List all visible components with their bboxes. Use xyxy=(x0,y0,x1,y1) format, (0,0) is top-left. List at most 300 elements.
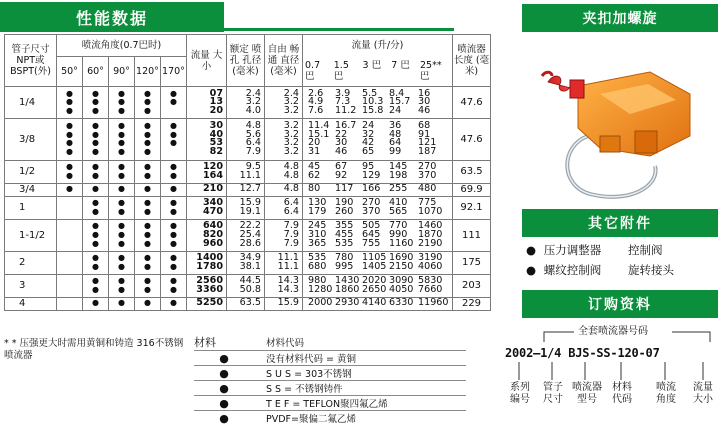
angle-available-dot-icon: ● xyxy=(118,240,125,249)
angle-dots-cell xyxy=(161,251,187,274)
angle-available-dot-icon: ● xyxy=(118,208,125,217)
flow-value: 260 xyxy=(335,208,357,217)
flow-values-row xyxy=(306,240,452,249)
angle-dots-cell xyxy=(83,297,109,310)
angle-dots-cell xyxy=(135,251,161,274)
header-free-passage: 自由 畅通 直径 (毫米) xyxy=(265,35,303,87)
ordering-title: 订购资料 xyxy=(588,294,652,314)
angle-available-dot-icon: ● xyxy=(118,122,125,131)
angle-available-dot-icon: ● xyxy=(170,139,177,148)
flow-value: 2000 xyxy=(308,299,330,308)
flow-size-cell xyxy=(187,160,227,183)
rated-orifice-cell xyxy=(227,183,265,196)
flow-size: 40 xyxy=(210,131,223,140)
angle-available-dot-icon: ● xyxy=(66,122,73,131)
label-series: 系列 编号 xyxy=(508,382,532,406)
rated-orifice: 44.5 xyxy=(240,277,261,286)
footnote-text: * * 压强更大时需用黄铜和铸造 316不锈钢喷流器 xyxy=(4,338,183,361)
pipe-size: 2 xyxy=(19,257,25,268)
free-passage-cell xyxy=(265,160,303,183)
angle-dots-cell xyxy=(83,219,109,251)
angle-dots-cell xyxy=(57,297,83,310)
flow-value: 1405 xyxy=(362,263,384,272)
rated-orifice: 34.9 xyxy=(240,254,261,263)
flow-value: 1070 xyxy=(418,208,450,217)
pipe-size: 1 xyxy=(19,202,25,213)
angle-available-dot-icon: ● xyxy=(66,98,73,107)
ordering-full-label: 全套喷流器号码 xyxy=(578,322,648,337)
flow-value: 770 xyxy=(389,222,413,231)
label-material: 材料 代码 xyxy=(610,382,634,406)
free-passage: 14.3 xyxy=(278,286,299,295)
angle-available-dot-icon: ● xyxy=(144,286,151,295)
flow-values-row xyxy=(306,208,452,217)
angle-available-dot-icon: ● xyxy=(66,148,73,157)
flow-value: 505 xyxy=(362,222,384,231)
angle-available-dot-icon: ● xyxy=(66,90,73,99)
flow-value: 1160 xyxy=(389,240,413,249)
rated-orifice: 12.7 xyxy=(240,185,261,194)
flow-value: 46 xyxy=(335,148,357,157)
material-dot-icon: ● xyxy=(194,351,254,366)
angle-available-dot-icon: ● xyxy=(170,254,177,263)
flow-value: 92 xyxy=(335,172,357,181)
angle-dots-cell xyxy=(109,251,135,274)
flow-size: 13 xyxy=(210,98,223,107)
angle-available-dot-icon: ● xyxy=(66,172,73,181)
angle-available-dot-icon: ● xyxy=(170,122,177,131)
angle-empty xyxy=(68,286,71,295)
angle-available-dot-icon: ● xyxy=(170,277,177,286)
angle-available-dot-icon: ● xyxy=(92,185,99,194)
bullet-icon: ● xyxy=(526,243,536,257)
rated-orifice-cell xyxy=(227,297,265,310)
angle-dots-cell xyxy=(57,251,83,274)
angle-empty xyxy=(68,299,71,308)
header-pressure-07: 0.7 巴 xyxy=(305,60,327,82)
angle-available-dot-icon: ● xyxy=(92,139,99,148)
accessory-row-2 xyxy=(526,262,716,278)
angle-available-dot-icon: ● xyxy=(66,185,73,194)
angle-available-dot-icon: ● xyxy=(144,240,151,249)
length-cell xyxy=(453,87,491,119)
flow-value: 4050 xyxy=(389,286,413,295)
flow-value: 7660 xyxy=(418,286,450,295)
angle-dots-cell xyxy=(135,183,161,196)
flow-value: 62 xyxy=(308,172,330,181)
flow-size: 164 xyxy=(203,172,223,181)
flow-value: 36 xyxy=(389,122,413,131)
angle-available-dot-icon: ● xyxy=(144,185,151,194)
flow-value: 48 xyxy=(389,131,413,140)
flow-value: 15.7 xyxy=(389,98,413,107)
angle-available-dot-icon: ● xyxy=(170,131,177,140)
flow-value: 2190 xyxy=(418,240,450,249)
flow-value: 24 xyxy=(362,122,384,131)
flow-value: 2930 xyxy=(335,299,357,308)
flow-value: 4.9 xyxy=(308,98,330,107)
material-dot-icon: ● xyxy=(194,366,254,381)
free-passage-cell xyxy=(265,183,303,196)
rated-orifice-cell xyxy=(227,274,265,297)
angle-available-dot-icon: ● xyxy=(118,90,125,99)
angle-available-dot-icon: ● xyxy=(144,254,151,263)
label-angle: 喷流 角度 xyxy=(653,382,679,406)
flow-size: 1780 xyxy=(196,263,223,272)
rated-orifice: 22.2 xyxy=(240,222,261,231)
rated-orifice: 38.1 xyxy=(240,263,261,272)
length: 47.6 xyxy=(460,134,482,145)
flow-value: 95 xyxy=(362,163,384,172)
angle-available-dot-icon: ● xyxy=(118,199,125,208)
pipe-size: 1/2 xyxy=(19,166,35,177)
length: 69.9 xyxy=(460,184,482,195)
flow-value: 1870 xyxy=(418,231,450,240)
angle-available-dot-icon: ● xyxy=(66,139,73,148)
flow-size: 5250 xyxy=(196,299,223,308)
flow-value: 410 xyxy=(389,199,413,208)
pipe-size: 1-1/2 xyxy=(19,230,45,241)
angle-available-dot-icon: ● xyxy=(92,122,99,131)
rated-orifice: 28.6 xyxy=(240,240,261,249)
flow-values-row xyxy=(306,185,452,194)
angle-available-dot-icon: ● xyxy=(144,299,151,308)
flow-value: 1430 xyxy=(335,277,357,286)
flow-value: 1280 xyxy=(308,286,330,295)
length-cell xyxy=(453,274,491,297)
angle-empty xyxy=(68,208,71,217)
flow-value: 8.4 xyxy=(389,90,413,99)
flow-size-cell xyxy=(187,196,227,219)
flow-values-row xyxy=(306,263,452,272)
pipe-size: 3/8 xyxy=(19,134,35,145)
flow-value: 129 xyxy=(362,172,384,181)
flow-value: 45 xyxy=(308,163,330,172)
length: 47.6 xyxy=(460,97,482,108)
header-pipe-size: 管子尺寸 NPT或 BSPT(外) xyxy=(5,35,57,87)
material-dot-icon: ● xyxy=(194,381,254,396)
rated-orifice: 5.6 xyxy=(246,131,261,140)
flow-value: 4140 xyxy=(362,299,384,308)
length-cell xyxy=(453,251,491,274)
materials-header-right: 材料代码 xyxy=(254,334,466,351)
length-cell xyxy=(453,297,491,310)
material-dot-icon: ● xyxy=(194,411,254,425)
pressure-footnote xyxy=(4,338,190,362)
flow-size: 340 xyxy=(203,199,223,208)
flow-value: 7.6 xyxy=(308,107,330,116)
code-material: SS xyxy=(596,346,610,360)
header-pressures xyxy=(303,57,453,87)
flow-value: 995 xyxy=(335,263,357,272)
flow-value: 270 xyxy=(362,199,384,208)
free-passage: 7.9 xyxy=(284,231,299,240)
angle-available-dot-icon: ● xyxy=(92,254,99,263)
angle-available-dot-icon: ● xyxy=(118,286,125,295)
flow-value: 42 xyxy=(362,139,384,148)
flow-value: 11.2 xyxy=(335,107,357,116)
angle-available-dot-icon: ● xyxy=(170,263,177,272)
angle-dots-cell xyxy=(135,196,161,219)
flow-value: 16.7 xyxy=(335,122,357,131)
accessory-row-1 xyxy=(526,242,716,258)
angle-available-dot-icon: ● xyxy=(170,222,177,231)
rated-orifice: 4.0 xyxy=(246,107,261,116)
header-pressure-3: 3 巴 xyxy=(363,60,385,82)
performance-table-body xyxy=(5,87,491,311)
angle-dots-cell xyxy=(83,251,109,274)
flow-size-cell xyxy=(187,251,227,274)
rated-orifice: 3.2 xyxy=(246,98,261,107)
ordering-title-bar xyxy=(522,290,718,318)
flow-value: 370 xyxy=(362,208,384,217)
flow-values-cell xyxy=(303,196,453,219)
angle-dots-cell xyxy=(57,274,83,297)
angle-available-dot-icon: ● xyxy=(144,122,151,131)
code-sep: - xyxy=(610,346,617,360)
flow-values-cell xyxy=(303,160,453,183)
rated-orifice-cell xyxy=(227,87,265,119)
flow-value: 355 xyxy=(335,222,357,231)
free-passage: 3.2 xyxy=(284,148,299,157)
flow-size: 82 xyxy=(210,148,223,157)
free-passage: 3.2 xyxy=(284,131,299,140)
angle-dots-cell xyxy=(109,274,135,297)
free-passage: 15.9 xyxy=(278,299,299,308)
flow-value: 680 xyxy=(308,263,330,272)
flow-value: 24 xyxy=(389,107,413,116)
flow-size: 3360 xyxy=(196,286,223,295)
rated-orifice: 9.5 xyxy=(246,163,261,172)
flow-value: 30 xyxy=(335,139,357,148)
flow-value: 255 xyxy=(389,185,413,194)
free-passage: 14.3 xyxy=(278,277,299,286)
code-series: 2002– xyxy=(505,346,540,360)
angle-dots-cell xyxy=(57,119,83,161)
rated-orifice: 19.1 xyxy=(240,208,261,217)
angle-available-dot-icon: ● xyxy=(170,299,177,308)
flow-size-cell xyxy=(187,119,227,161)
material-dot-icon: ● xyxy=(194,396,254,411)
rated-orifice-cell xyxy=(227,196,265,219)
flow-value: 67 xyxy=(335,163,357,172)
free-passage: 11.1 xyxy=(278,254,299,263)
length-cell xyxy=(453,183,491,196)
title-rule xyxy=(224,28,454,31)
free-passage-cell xyxy=(265,87,303,119)
angle-available-dot-icon: ● xyxy=(92,172,99,181)
angle-dots-cell xyxy=(135,219,161,251)
header-pressure-7: 7 巴 xyxy=(391,60,413,82)
angle-dots-cell xyxy=(161,297,187,310)
rated-orifice: 25.4 xyxy=(240,231,261,240)
code-model: BJS xyxy=(568,346,589,360)
pipe-size-cell xyxy=(5,251,57,274)
flow-value: 3190 xyxy=(418,254,450,263)
length: 203 xyxy=(462,280,481,291)
angle-available-dot-icon: ● xyxy=(118,139,125,148)
pipe-size: 3/4 xyxy=(19,184,35,195)
flow-value: 980 xyxy=(308,277,330,286)
angle-available-dot-icon: ● xyxy=(144,90,151,99)
free-passage: 3.2 xyxy=(284,122,299,131)
flow-value: 245 xyxy=(308,222,330,231)
free-passage: 3.2 xyxy=(284,107,299,116)
code-pipe: 1/4 xyxy=(540,346,561,360)
angle-available-dot-icon: ● xyxy=(170,286,177,295)
rated-orifice: 4.8 xyxy=(246,122,261,131)
material-sus303: S U S = 303不锈钢 xyxy=(254,366,466,381)
rated-orifice: 2.4 xyxy=(246,90,261,99)
free-passage: 2.4 xyxy=(284,90,299,99)
length: 63.5 xyxy=(460,166,482,177)
flow-value: 30 xyxy=(418,98,450,107)
angle-available-dot-icon: ● xyxy=(66,163,73,172)
angle-available-dot-icon: ● xyxy=(144,163,151,172)
angle-dots-cell xyxy=(161,160,187,183)
material-teflon: T E F = TEFLON聚四氟乙烯 xyxy=(254,396,466,411)
performance-title-bar xyxy=(0,2,224,32)
flow-size: 120 xyxy=(203,163,223,172)
header-pressure-25: 25** 巴 xyxy=(420,60,450,82)
angle-empty xyxy=(172,148,175,157)
angle-available-dot-icon: ● xyxy=(170,240,177,249)
flow-value: 5830 xyxy=(418,277,450,286)
flow-value: 31 xyxy=(308,148,330,157)
rated-orifice: 6.4 xyxy=(246,139,261,148)
flow-values-row xyxy=(306,107,452,116)
flow-value: 2650 xyxy=(362,286,384,295)
angle-dots-cell xyxy=(135,87,161,119)
angle-available-dot-icon: ● xyxy=(118,131,125,140)
angle-available-dot-icon: ● xyxy=(92,263,99,272)
free-passage: 3.2 xyxy=(284,98,299,107)
angle-dots-cell xyxy=(83,183,109,196)
angle-dots-cell xyxy=(161,274,187,297)
flow-values-row xyxy=(306,299,452,308)
flow-value: 190 xyxy=(335,199,357,208)
flow-value: 780 xyxy=(335,254,357,263)
angle-dots-cell xyxy=(83,87,109,119)
angle-available-dot-icon: ● xyxy=(92,286,99,295)
spec-group-row xyxy=(5,196,491,219)
flow-size-cell xyxy=(187,297,227,310)
flow-value: 535 xyxy=(308,254,330,263)
angle-dots-cell xyxy=(161,196,187,219)
flow-value: 198 xyxy=(389,172,413,181)
flow-value: 22 xyxy=(335,131,357,140)
flow-value: 166 xyxy=(362,185,384,194)
angle-dots-cell xyxy=(109,119,135,161)
header-pressure-15: 1.5 巴 xyxy=(334,60,356,82)
flow-value: 270 xyxy=(418,163,450,172)
pipe-size-cell xyxy=(5,160,57,183)
angle-available-dot-icon: ● xyxy=(118,107,125,116)
flow-size: 20 xyxy=(210,107,223,116)
angle-dots-cell xyxy=(57,183,83,196)
rated-orifice: 63.5 xyxy=(240,299,261,308)
length: 111 xyxy=(462,230,481,241)
accessory-thread-valve: 螺纹控制阀 xyxy=(544,263,602,277)
flow-values-cell xyxy=(303,183,453,196)
flow-size-cell xyxy=(187,87,227,119)
flow-values-row xyxy=(306,148,452,157)
angle-dots-cell xyxy=(135,297,161,310)
spec-group-row xyxy=(5,274,491,297)
angle-available-dot-icon: ● xyxy=(170,98,177,107)
angle-available-dot-icon: ● xyxy=(144,98,151,107)
angle-available-dot-icon: ● xyxy=(92,277,99,286)
flow-value: 117 xyxy=(335,185,357,194)
flow-value: 480 xyxy=(418,185,450,194)
flow-value: 2150 xyxy=(389,263,413,272)
angle-available-dot-icon: ● xyxy=(144,277,151,286)
angle-available-dot-icon: ● xyxy=(92,222,99,231)
angle-empty xyxy=(172,107,175,116)
flow-values-cell xyxy=(303,274,453,297)
nozzle-illustration xyxy=(540,36,710,208)
angle-available-dot-icon: ● xyxy=(170,90,177,99)
free-passage-cell xyxy=(265,119,303,161)
rated-orifice-cell xyxy=(227,219,265,251)
flow-value: 1460 xyxy=(418,222,450,231)
spec-group-row xyxy=(5,219,491,251)
angle-available-dot-icon: ● xyxy=(66,107,73,116)
angle-available-dot-icon: ● xyxy=(92,163,99,172)
free-passage: 11.1 xyxy=(278,263,299,272)
free-passage: 4.8 xyxy=(284,172,299,181)
length-cell xyxy=(453,119,491,161)
flow-value: 68 xyxy=(418,122,450,131)
angle-dots-cell xyxy=(109,297,135,310)
flow-value: 145 xyxy=(389,163,413,172)
free-passage: 7.9 xyxy=(284,240,299,249)
free-passage: 3.2 xyxy=(284,139,299,148)
flow-value: 65 xyxy=(362,148,384,157)
flow-size-cell xyxy=(187,183,227,196)
angle-available-dot-icon: ● xyxy=(92,131,99,140)
angle-dots-cell xyxy=(83,119,109,161)
angle-dots-cell xyxy=(161,183,187,196)
pipe-size: 4 xyxy=(19,298,25,309)
angle-available-dot-icon: ● xyxy=(92,240,99,249)
spec-group-row xyxy=(5,87,491,119)
free-passage: 4.8 xyxy=(284,163,299,172)
flow-size-cell xyxy=(187,219,227,251)
angle-available-dot-icon: ● xyxy=(144,208,151,217)
angle-dots-cell xyxy=(109,87,135,119)
angle-available-dot-icon: ● xyxy=(92,199,99,208)
rated-orifice-cell xyxy=(227,119,265,161)
angle-available-dot-icon: ● xyxy=(92,107,99,116)
flow-value: 11960 xyxy=(418,299,450,308)
materials-table xyxy=(194,334,466,425)
label-model: 喷流器 型号 xyxy=(570,382,604,406)
angle-available-dot-icon: ● xyxy=(118,98,125,107)
accessories-title: 其它附件 xyxy=(588,213,652,233)
flow-size: 2560 xyxy=(196,277,223,286)
free-passage: 7.9 xyxy=(284,222,299,231)
rated-orifice: 50.8 xyxy=(240,286,261,295)
flow-value: 11.4 xyxy=(308,122,330,131)
accessories-title-bar xyxy=(522,209,718,237)
flow-value: 179 xyxy=(308,208,330,217)
material-ss-cast: S S = 不锈钢铸件 xyxy=(254,381,466,396)
flow-value: 20 xyxy=(308,139,330,148)
flow-value: 4060 xyxy=(418,263,450,272)
ordering-code xyxy=(505,346,719,360)
flow-value: 645 xyxy=(362,231,384,240)
